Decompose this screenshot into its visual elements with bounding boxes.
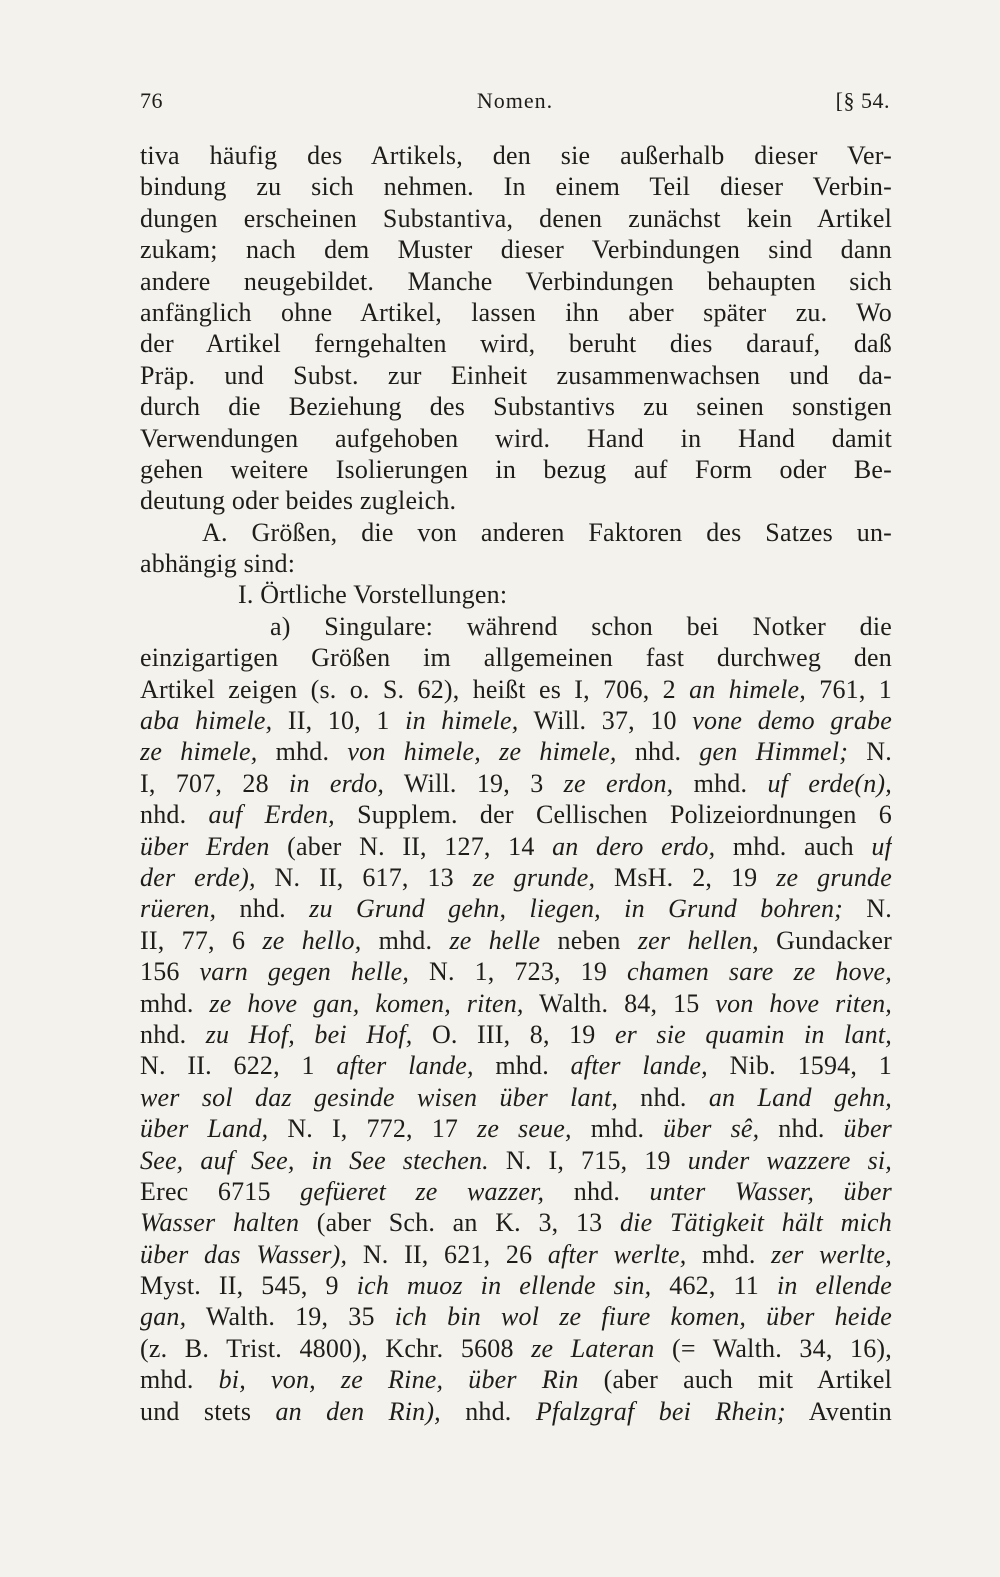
italic-citation: an himele, [689,674,806,704]
text-segment: Verwendungen aufgehoben wird. Hand in Hand damit [140,423,892,453]
text-segment: mhd. auch [715,831,872,861]
italic-citation: ze himele, [140,737,258,767]
text-line [140,171,892,202]
text-segment: Präp. und Subst. zur Einheit zusammenwachsen und da- [140,360,892,390]
text-segment: nhd. [759,1114,844,1144]
text-segment: O. III, 8, 19 [412,1019,615,1049]
italic-citation: See, auf See, in See stechen. [140,1145,489,1175]
text-segment: mhd. [257,737,348,767]
text-segment: N. I, 715, 19 [488,1145,688,1175]
text-line [140,1396,892,1427]
italic-citation: gefüeret ze wazzer, [300,1176,545,1206]
text-line [140,140,892,171]
text-segment: N. [843,894,892,924]
text-line [140,485,892,516]
text-line [140,1301,892,1332]
text-line [140,548,892,579]
text-segment: Artikel zeigen (s. o. S. 62), heißt es I, 706, 2 [140,674,690,704]
text-line [140,925,892,956]
text-segment: II, 10, 1 [272,706,406,736]
running-header [140,88,890,128]
italic-citation: an dero erdo, [552,831,716,861]
text-segment: Walth. 84, 15 [523,988,716,1018]
body-text [140,140,892,1427]
text-line [140,799,892,830]
text-segment: neben [540,925,638,955]
text-line [140,862,892,893]
text-segment: A. Größen, die von anderen Faktoren des Satzes un- [202,517,892,547]
text-segment: nhd. [140,1019,206,1049]
italic-citation: ze helle [449,925,541,955]
text-line [140,642,892,673]
italic-citation: after lande, [336,1051,474,1081]
italic-citation: ich bin wol ze fiure komen, über heide [394,1302,892,1332]
italic-citation: gan, [140,1302,187,1332]
text-segment: N. [848,737,892,767]
italic-citation: in erdo, [289,768,385,798]
text-segment: (aber N. II, 127, 14 [269,831,553,861]
text-segment: nhd. [616,737,700,767]
italic-citation: über das Wasser), [140,1239,348,1269]
italic-citation: after werlte, [547,1239,687,1269]
text-segment: nhd. [140,800,209,830]
text-segment: Will. 37, 10 [518,706,693,736]
text-segment: (= Walth. 34, 16), [654,1333,892,1363]
italic-citation: zer hellen, [637,925,759,955]
italic-citation: über [843,1114,892,1144]
text-line [140,234,892,265]
italic-citation: der erde), [140,862,256,892]
text-segment: N. II, 621, 26 [347,1239,548,1269]
text-segment: N. II. 622, 1 [140,1051,337,1081]
text-segment: einzigartigen Größen im allgemeinen fast durchweg den [140,643,892,673]
text-segment: mhd. [140,988,210,1018]
text-line [140,674,892,705]
text-line [140,1082,892,1113]
text-segment: nhd. [440,1396,536,1426]
text-line [140,736,892,767]
italic-citation: vone demo grabe [692,706,892,736]
italic-citation: über sê, [663,1114,760,1144]
text-line [140,1364,892,1395]
italic-citation: auf Erden, [208,800,335,830]
text-segment: nhd. [216,894,310,924]
text-segment: gehen weitere Isolierungen in bezug auf Form oder Be- [140,454,892,484]
italic-citation: ze Lateran [531,1333,655,1363]
section-marker: [§ 54. [835,88,890,113]
italic-citation: ze grunde, [472,862,596,892]
text-line [140,328,892,359]
text-segment: andere neugebildet. Manche Verbindungen behaupten sich [140,266,892,296]
text-line [140,297,892,328]
text-segment: nhd. [618,1082,709,1112]
text-segment: tiva häufig des Artikels, den sie außerhalb dieser Ver- [140,141,892,170]
text-segment: mhd. [140,1365,219,1395]
text-line [140,956,892,987]
italic-citation: an den Rin), [275,1396,441,1426]
text-segment: N. 1, 723, 19 [409,957,627,987]
italic-citation: in ellende [776,1271,892,1301]
italic-citation: uf erde(n), [767,768,892,798]
text-segment: deutung oder beides zugleich. [140,486,457,516]
text-line [140,893,892,924]
italic-citation: after lande, [570,1051,708,1081]
italic-citation: über Erden [140,831,270,861]
italic-citation: ze seue, [477,1114,572,1144]
page-number: 76 [140,88,163,113]
italic-citation: uf [871,831,892,861]
text-line [140,831,892,862]
italic-citation: von hove riten, [715,988,892,1018]
italic-citation: bi, von, ze Rine, über Rin [218,1365,579,1395]
text-segment: mhd. [361,925,450,955]
text-line [140,391,892,422]
italic-citation: ze grunde [776,862,892,892]
text-segment: I. Örtliche Vorstellungen: [238,580,508,610]
text-line [140,1145,892,1176]
italic-citation: zu Hof, bei Hof, [205,1019,413,1049]
text-line [140,1207,892,1238]
italic-citation: rüeren, [140,894,217,924]
text-line [140,1239,892,1270]
text-segment: a) Singulare: während schon bei Notker die [270,611,892,641]
text-line [140,1333,892,1364]
text-segment: dungen erscheinen Substantiva, denen zunächst kein Artikel [140,203,892,233]
italic-citation: ze erdon, [563,768,674,798]
italic-citation: under wazzere si, [687,1145,892,1175]
italic-citation: zer werlte, [771,1239,892,1269]
text-line [140,517,892,548]
italic-citation: gen Himmel; [699,737,849,767]
italic-citation: unter Wasser, über [649,1176,892,1206]
text-segment: 761, 1 [805,674,892,704]
text-segment: anfänglich ohne Artikel, lassen ihn aber später zu. Wo [140,297,892,327]
text-segment: durch die Beziehung des Substantivs zu seinen sonstigen [140,392,892,422]
text-segment: mhd. [571,1114,664,1144]
italic-citation: über Land, [140,1114,269,1144]
text-line [140,1176,892,1207]
text-line [140,1270,892,1301]
text-segment: mhd. [673,768,768,798]
running-title: Nomen. [476,88,554,113]
italic-citation: er sie quamin in lant, [614,1019,892,1049]
text-segment: (z. B. Trist. 4800), Kchr. 5608 [140,1333,532,1363]
italic-citation: ich muoz in ellende sin, [356,1271,652,1301]
text-line [140,360,892,391]
text-segment: II, 77, 6 [140,925,263,955]
italic-citation: chamen sare ze hove, [626,957,892,987]
text-segment: (aber Sch. an K. 3, 13 [299,1208,620,1238]
italic-citation: von himele, ze himele, [347,737,617,767]
italic-citation: Wasser halten [140,1208,300,1238]
italic-citation: aba himele, [140,706,273,736]
text-segment: N. I, 772, 17 [268,1114,478,1144]
text-line [140,454,892,485]
italic-citation: ze hello, [262,925,362,955]
text-segment: I, 707, 28 [140,768,290,798]
text-segment: zukam; nach dem Muster dieser Verbindungen sind dann [140,235,892,265]
text-line [140,988,892,1019]
text-segment: (aber auch mit Artikel [578,1365,892,1395]
text-segment: mhd. [473,1051,571,1081]
text-line [140,579,892,610]
text-segment: bindung zu sich nehmen. In einem Teil dieser Verbin- [140,172,892,202]
text-segment: Gundacker [758,925,892,955]
italic-citation: an Land gehn, [708,1082,892,1112]
text-segment: Will. 19, 3 [384,768,564,798]
text-line [140,1050,892,1081]
text-line [140,705,892,736]
text-segment: MsH. 2, 19 [595,862,777,892]
text-segment: der Artikel ferngehalten wird, beruht dies darauf, daß [140,329,892,359]
text-line [140,1113,892,1144]
text-segment: 156 [140,957,200,987]
text-segment: nhd. [544,1176,650,1206]
italic-citation: varn gegen helle, [199,957,410,987]
text-line [140,1019,892,1050]
italic-citation: zu Grund gehn, liegen, in Grund bohren; [309,894,844,924]
italic-citation: die Tätigkeit hält mich [619,1208,892,1238]
text-segment: und stets [140,1396,276,1426]
text-line [140,611,892,642]
text-line [140,768,892,799]
text-segment: Myst. II, 545, 9 [140,1271,357,1301]
text-segment: abhängig sind: [140,549,296,579]
italic-citation: Pfalzgraf bei Rhein; [535,1396,786,1426]
text-line [140,203,892,234]
text-segment: mhd. [686,1239,772,1269]
italic-citation: wer sol daz gesinde wisen über lant, [140,1082,619,1112]
text-segment: Aventin [785,1396,892,1426]
text-segment: 462, 11 [651,1271,777,1301]
text-segment: Walth. 19, 35 [186,1302,395,1332]
text-segment: Nib. 1594, 1 [707,1051,892,1081]
text-line [140,423,892,454]
text-segment: Supplem. der Cellischen Polizeiordnungen 6 [334,800,892,830]
text-line [140,266,892,297]
text-segment: Erec 6715 [140,1176,301,1206]
text-segment: N. II, 617, 13 [255,862,473,892]
italic-citation: ze hove gan, komen, riten, [209,988,524,1018]
italic-citation: in himele, [405,706,519,736]
